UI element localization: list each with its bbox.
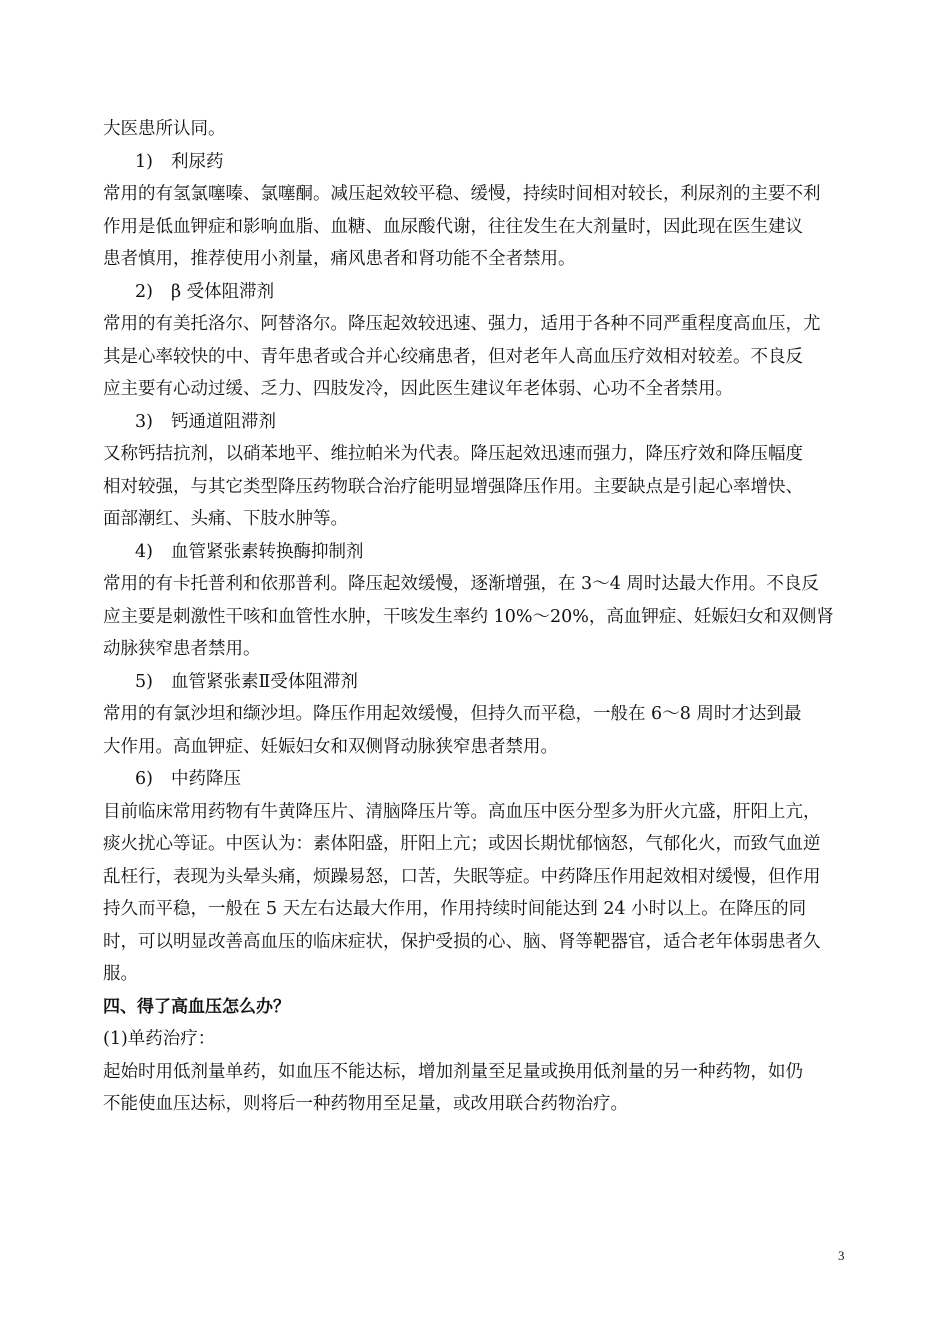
paragraph-line: 作用是低血钾症和影响血脂、血糖、血尿酸代谢，往往发生在大剂量时，因此现在医生建议 bbox=[103, 216, 803, 237]
section-number: 2) bbox=[135, 281, 153, 302]
section-heading-chinese-medicine bbox=[103, 763, 851, 796]
section-title: β 受体阻滞剂 bbox=[171, 281, 275, 302]
paragraph-line: 大作用。高血钾症、妊娠妇女和双侧肾动脉狭窄患者禁用。 bbox=[103, 736, 558, 757]
section-heading-calcium-blockers bbox=[103, 406, 851, 439]
paragraph-line: 目前临床常用药物有牛黄降压片、清脑降压片等。高血压中医分型多为肝火亢盛，肝阳上亢， bbox=[103, 801, 821, 822]
section-title: 利尿药 bbox=[171, 151, 224, 172]
section-title: 血管紧张素Ⅱ受体阻滞剂 bbox=[171, 671, 358, 692]
section-title: 中药降压 bbox=[171, 769, 241, 789]
paragraph-line: 常用的有卡托普利和依那普利。降压起效缓慢，逐渐增强，在 3～4 周时达最大作用。不良反 bbox=[103, 574, 819, 594]
paragraph-line: 患者慎用，推荐使用小剂量，痛风患者和肾功能不全者禁用。 bbox=[103, 249, 576, 269]
section-heading-arb bbox=[103, 666, 851, 699]
section-title: 血管紧张素转换酶抑制剂 bbox=[171, 541, 364, 562]
paragraph-line: 应主要是刺激性干咳和血管性水肿，干咳发生率约 10%～20%，高血钾症、妊娠妇女和双侧肾 bbox=[103, 606, 834, 627]
page-number: 3 bbox=[838, 1248, 845, 1263]
section-heading-beta-blockers bbox=[103, 276, 851, 309]
section-heading-ace-inhibitors bbox=[103, 536, 851, 569]
paragraph-line: 常用的有氢氯噻嗪、氯噻酮。减压起效较平稳、缓慢，持续时间相对较长，利尿剂的主要不利 bbox=[103, 184, 821, 204]
paragraph-line: 其是心率较快的中、青年患者或合并心绞痛患者，但对老年人高血压疗效相对较差。不良反 bbox=[103, 346, 803, 367]
paragraph-line: 相对较强，与其它类型降压药物联合治疗能明显增强降压作用。主要缺点是引起心率增快、 bbox=[103, 476, 803, 497]
paragraph-line: 常用的有美托洛尔、阿替洛尔。降压起效较迅速、强力，适用于各种不同严重程度高血压，尤 bbox=[103, 314, 821, 334]
section-number: 5) bbox=[135, 671, 153, 692]
section-number: 3) bbox=[135, 411, 153, 432]
paragraph-line: 面部潮红、头痛、下肢水肿等。 bbox=[103, 509, 348, 529]
paragraph-line: 常用的有氯沙坦和缬沙坦。降压作用起效缓慢，但持久而平稳，一般在 6～8 周时才达到最 bbox=[103, 704, 802, 724]
section-number: 4) bbox=[135, 541, 153, 562]
paragraph-line: 不能使血压达标，则将后一种药物用至足量，或改用联合药物治疗。 bbox=[103, 1094, 628, 1114]
paragraph-line: 动脉狭窄患者禁用。 bbox=[103, 639, 261, 659]
paragraph-line: 时，可以明显改善高血压的临床症状，保护受损的心、脑、肾等靶器官，适合老年体弱患者久 bbox=[103, 931, 821, 952]
paragraph-line: 大医患所认同。 bbox=[103, 119, 226, 139]
paragraph-line: 应主要有心动过缓、乏力、四肢发冷，因此医生建议年老体弱、心功不全者禁用。 bbox=[103, 379, 733, 399]
document-body bbox=[103, 113, 851, 1121]
section-title: 钙通道阻滞剂 bbox=[171, 411, 276, 432]
paragraph-line: 乱枉行，表现为头晕头痛，烦躁易怒，口苦，失眠等症。中药降压作用起效相对缓慢，但作用 bbox=[103, 866, 821, 887]
section-number: 6) bbox=[135, 769, 153, 789]
section-heading-diuretics bbox=[103, 146, 851, 179]
subsection-heading: (1)单药治疗： bbox=[103, 1029, 216, 1049]
paragraph-line: 持久而平稳，一般在 5 天左右达最大作用，作用持续时间能达到 24 小时以上。在降压的同 bbox=[103, 899, 807, 919]
chapter-heading: 四、得了高血压怎么办？ bbox=[103, 996, 290, 1017]
paragraph-line: 服。 bbox=[103, 964, 138, 984]
section-number: 1) bbox=[135, 151, 153, 172]
paragraph-line: 起始时用低剂量单药，如血压不能达标，增加剂量至足量或换用低剂量的另一种药物，如仍 bbox=[103, 1061, 803, 1082]
paragraph-line: 又称钙拮抗剂，以硝苯地平、维拉帕米为代表。降压起效迅速而强力，降压疗效和降压幅度 bbox=[103, 444, 803, 464]
paragraph-line: 痰火扰心等证。中医认为：素体阳盛，肝阳上亢；或因长期忧郁恼怒，气郁化火，而致气血逆 bbox=[103, 834, 821, 854]
